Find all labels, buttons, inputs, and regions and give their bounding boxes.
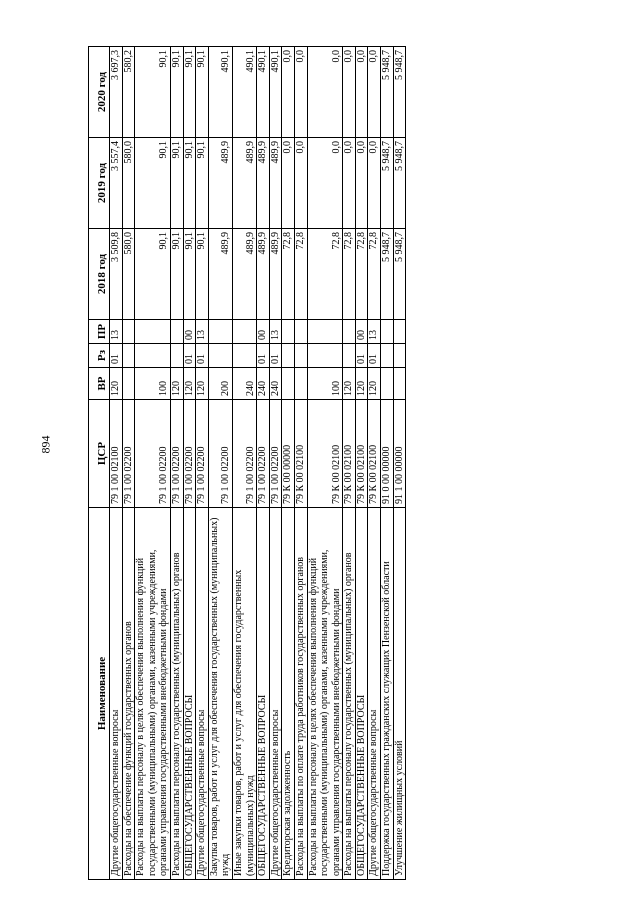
- cell-2020: 5 948,7: [393, 47, 406, 138]
- cell-2018: 90,1: [196, 229, 209, 320]
- cell-2018: 72,8: [282, 229, 295, 320]
- cell-2019: 0,0: [307, 138, 343, 229]
- cell-pr: [307, 320, 343, 344]
- cell-vr: [381, 368, 394, 400]
- cell-name: Закупка товаров, работ и услуг для обеспечения государственных (муниципальных) нужд: [208, 508, 232, 880]
- cell-vr: 120: [355, 368, 368, 400]
- cell-rz: 01: [183, 344, 196, 368]
- cell-pr: 13: [110, 320, 123, 344]
- cell-rz: [381, 344, 394, 368]
- table-row: [232, 47, 256, 880]
- cell-rz: [294, 344, 307, 368]
- table-row: [196, 47, 209, 880]
- cell-2018: 72,8: [355, 229, 368, 320]
- cell-2018: 3 509,8: [110, 229, 123, 320]
- cell-csr: 91 1 00 00000: [393, 400, 406, 508]
- cell-pr: [393, 320, 406, 344]
- cell-rz: [208, 344, 232, 368]
- cell-2020: 490,1: [232, 47, 256, 138]
- cell-2019: 0,0: [282, 138, 295, 229]
- table-row: [208, 47, 232, 880]
- cell-2019: 90,1: [170, 138, 183, 229]
- cell-name: Расходы на выплаты по оплате труда работников государственных органов: [294, 508, 307, 880]
- cell-2018: 72,8: [368, 229, 381, 320]
- cell-vr: 120: [196, 368, 209, 400]
- cell-csr: 79 1 00 02200: [269, 400, 282, 508]
- cell-2019: 580,0: [122, 138, 135, 229]
- table-row: [269, 47, 282, 880]
- cell-pr: 00: [257, 320, 270, 344]
- cell-pr: [232, 320, 256, 344]
- cell-2019: 90,1: [183, 138, 196, 229]
- cell-pr: 13: [196, 320, 209, 344]
- cell-csr: 79 К 00 02100: [343, 400, 356, 508]
- cell-2018: 489,9: [208, 229, 232, 320]
- table-row: [381, 47, 394, 880]
- cell-rz: [232, 344, 256, 368]
- cell-pr: 00: [183, 320, 196, 344]
- cell-2020: 90,1: [135, 47, 171, 138]
- cell-2019: 5 948,7: [393, 138, 406, 229]
- cell-csr: 79 1 00 02200: [196, 400, 209, 508]
- cell-pr: [208, 320, 232, 344]
- cell-rz: [307, 344, 343, 368]
- cell-pr: 13: [368, 320, 381, 344]
- cell-csr: 79 1 00 02200: [135, 400, 171, 508]
- cell-name: Улучшение жилищных условий: [393, 508, 406, 880]
- cell-2020: 0,0: [343, 47, 356, 138]
- page-number: 894: [38, 435, 53, 454]
- header-2020: 2020 год: [89, 47, 110, 138]
- cell-2018: 489,9: [269, 229, 282, 320]
- cell-rz: 01: [196, 344, 209, 368]
- cell-vr: 200: [208, 368, 232, 400]
- cell-name: Поддержка государственных гражданских служащих Пензенской области: [381, 508, 394, 880]
- cell-2018: 489,9: [232, 229, 256, 320]
- table-row: [294, 47, 307, 880]
- cell-rz: 01: [368, 344, 381, 368]
- cell-2020: 5 948,7: [381, 47, 394, 138]
- cell-csr: 79 1 00 02200: [257, 400, 270, 508]
- table-row: [343, 47, 356, 880]
- cell-name: Расходы на выплаты персоналу государственных (муниципальных) органов: [343, 508, 356, 880]
- cell-2019: 0,0: [343, 138, 356, 229]
- cell-2020: 0,0: [282, 47, 295, 138]
- table-row: [355, 47, 368, 880]
- table-row: [183, 47, 196, 880]
- table-row: [282, 47, 295, 880]
- cell-vr: [393, 368, 406, 400]
- cell-csr: 79 1 00 02100: [110, 400, 123, 508]
- cell-2018: 72,8: [307, 229, 343, 320]
- header-2019: 2019 год: [89, 138, 110, 229]
- cell-2020: 490,1: [208, 47, 232, 138]
- cell-2019: 0,0: [355, 138, 368, 229]
- cell-2020: 0,0: [355, 47, 368, 138]
- cell-2019: 489,9: [232, 138, 256, 229]
- cell-2018: 90,1: [183, 229, 196, 320]
- header-rz: Рз: [89, 344, 110, 368]
- cell-2019: 489,9: [257, 138, 270, 229]
- cell-rz: [170, 344, 183, 368]
- table-row: [307, 47, 343, 880]
- cell-vr: 100: [135, 368, 171, 400]
- cell-pr: [170, 320, 183, 344]
- cell-rz: 01: [257, 344, 270, 368]
- header-pr: ПР: [89, 320, 110, 344]
- table-header-row: [89, 47, 110, 880]
- cell-2020: 580,2: [122, 47, 135, 138]
- table-row: [170, 47, 183, 880]
- table-row: [110, 47, 123, 880]
- rotated-page-content: [88, 47, 553, 880]
- header-name: Наименование: [89, 508, 110, 880]
- cell-name: Другие общегосударственные вопросы: [269, 508, 282, 880]
- table-row: [393, 47, 406, 880]
- cell-name: Расходы на выплаты персоналу в целях обеспечения выполнения функций государственными (муниципальными) органами, казенными учреждениями, органами управления государственными внебюджетными фондами: [135, 508, 171, 880]
- cell-2020: 90,1: [183, 47, 196, 138]
- cell-2018: 90,1: [135, 229, 171, 320]
- cell-2019: 0,0: [368, 138, 381, 229]
- cell-csr: 79 1 00 02200: [122, 400, 135, 508]
- cell-2020: 0,0: [294, 47, 307, 138]
- cell-vr: 240: [257, 368, 270, 400]
- cell-vr: [294, 368, 307, 400]
- cell-vr: 120: [170, 368, 183, 400]
- cell-rz: [122, 344, 135, 368]
- cell-pr: [122, 320, 135, 344]
- cell-name: Расходы на выплаты персоналу в целях обеспечения выполнения функций государственными (муниципальными) органами, казенными учреждениями, органами управления государственными внебюджетными фондами: [307, 508, 343, 880]
- cell-pr: [135, 320, 171, 344]
- cell-vr: [282, 368, 295, 400]
- cell-2020: 490,1: [257, 47, 270, 138]
- table-row: [122, 47, 135, 880]
- cell-csr: 79 К 00 02100: [294, 400, 307, 508]
- cell-name: Другие общегосударственные вопросы: [110, 508, 123, 880]
- cell-csr: 79 К 00 02100: [368, 400, 381, 508]
- header-csr: ЦСР: [89, 400, 110, 508]
- cell-2018: 580,0: [122, 229, 135, 320]
- cell-2018: 72,8: [343, 229, 356, 320]
- cell-vr: 240: [269, 368, 282, 400]
- cell-pr: [343, 320, 356, 344]
- cell-rz: [343, 344, 356, 368]
- cell-2020: 90,1: [170, 47, 183, 138]
- cell-name: ОБЩЕГОСУДАРСТВЕННЫЕ ВОПРОСЫ: [183, 508, 196, 880]
- table-row: [257, 47, 270, 880]
- cell-2019: 5 948,7: [381, 138, 394, 229]
- cell-name: ОБЩЕГОСУДАРСТВЕННЫЕ ВОПРОСЫ: [355, 508, 368, 880]
- cell-name: Кредиторская задолженность: [282, 508, 295, 880]
- cell-pr: 13: [269, 320, 282, 344]
- cell-2019: 90,1: [196, 138, 209, 229]
- cell-name: Расходы на обеспечение функций государственных органов: [122, 508, 135, 880]
- cell-2019: 489,9: [269, 138, 282, 229]
- cell-csr: 79 1 00 02200: [208, 400, 232, 508]
- cell-2018: 90,1: [170, 229, 183, 320]
- cell-vr: 240: [232, 368, 256, 400]
- cell-vr: 120: [183, 368, 196, 400]
- cell-2020: 0,0: [368, 47, 381, 138]
- cell-pr: [282, 320, 295, 344]
- budget-table: [88, 46, 406, 880]
- cell-2018: 72,8: [294, 229, 307, 320]
- cell-2020: 90,1: [196, 47, 209, 138]
- cell-2019: 90,1: [135, 138, 171, 229]
- cell-pr: [381, 320, 394, 344]
- cell-vr: 100: [307, 368, 343, 400]
- cell-name: Иные закупки товаров, работ и услуг для обеспечения государственных (муниципальных) нужд: [232, 508, 256, 880]
- cell-rz: 01: [269, 344, 282, 368]
- cell-csr: 79 К 00 00000: [282, 400, 295, 508]
- cell-2020: 0,0: [307, 47, 343, 138]
- cell-csr: 79 1 00 02200: [183, 400, 196, 508]
- cell-2018: 5 948,7: [381, 229, 394, 320]
- cell-name: Расходы на выплаты персоналу государственных (муниципальных) органов: [170, 508, 183, 880]
- cell-csr: 79 К 00 02100: [307, 400, 343, 508]
- cell-pr: [294, 320, 307, 344]
- cell-2019: 489,9: [208, 138, 232, 229]
- cell-csr: 79 К 00 02100: [355, 400, 368, 508]
- cell-vr: 120: [368, 368, 381, 400]
- cell-rz: 01: [355, 344, 368, 368]
- cell-2019: 3 557,4: [110, 138, 123, 229]
- table-body: [110, 47, 406, 880]
- cell-vr: [122, 368, 135, 400]
- cell-vr: 120: [343, 368, 356, 400]
- cell-name: Другие общегосударственные вопросы: [196, 508, 209, 880]
- cell-2020: 3 697,3: [110, 47, 123, 138]
- header-2018: 2018 год: [89, 229, 110, 320]
- cell-rz: [135, 344, 171, 368]
- cell-name: ОБЩЕГОСУДАРСТВЕННЫЕ ВОПРОСЫ: [257, 508, 270, 880]
- cell-2018: 489,9: [257, 229, 270, 320]
- cell-pr: 00: [355, 320, 368, 344]
- cell-csr: 91 0 00 00000: [381, 400, 394, 508]
- header-vr: ВР: [89, 368, 110, 400]
- cell-rz: [282, 344, 295, 368]
- cell-vr: 120: [110, 368, 123, 400]
- table-row: [368, 47, 381, 880]
- cell-rz: [393, 344, 406, 368]
- cell-2020: 490,1: [269, 47, 282, 138]
- cell-rz: 01: [110, 344, 123, 368]
- cell-name: Другие общегосударственные вопросы: [368, 508, 381, 880]
- cell-2019: 0,0: [294, 138, 307, 229]
- cell-csr: 79 1 00 02200: [170, 400, 183, 508]
- cell-csr: 79 1 00 02200: [232, 400, 256, 508]
- cell-2018: 5 948,7: [393, 229, 406, 320]
- table-row: [135, 47, 171, 880]
